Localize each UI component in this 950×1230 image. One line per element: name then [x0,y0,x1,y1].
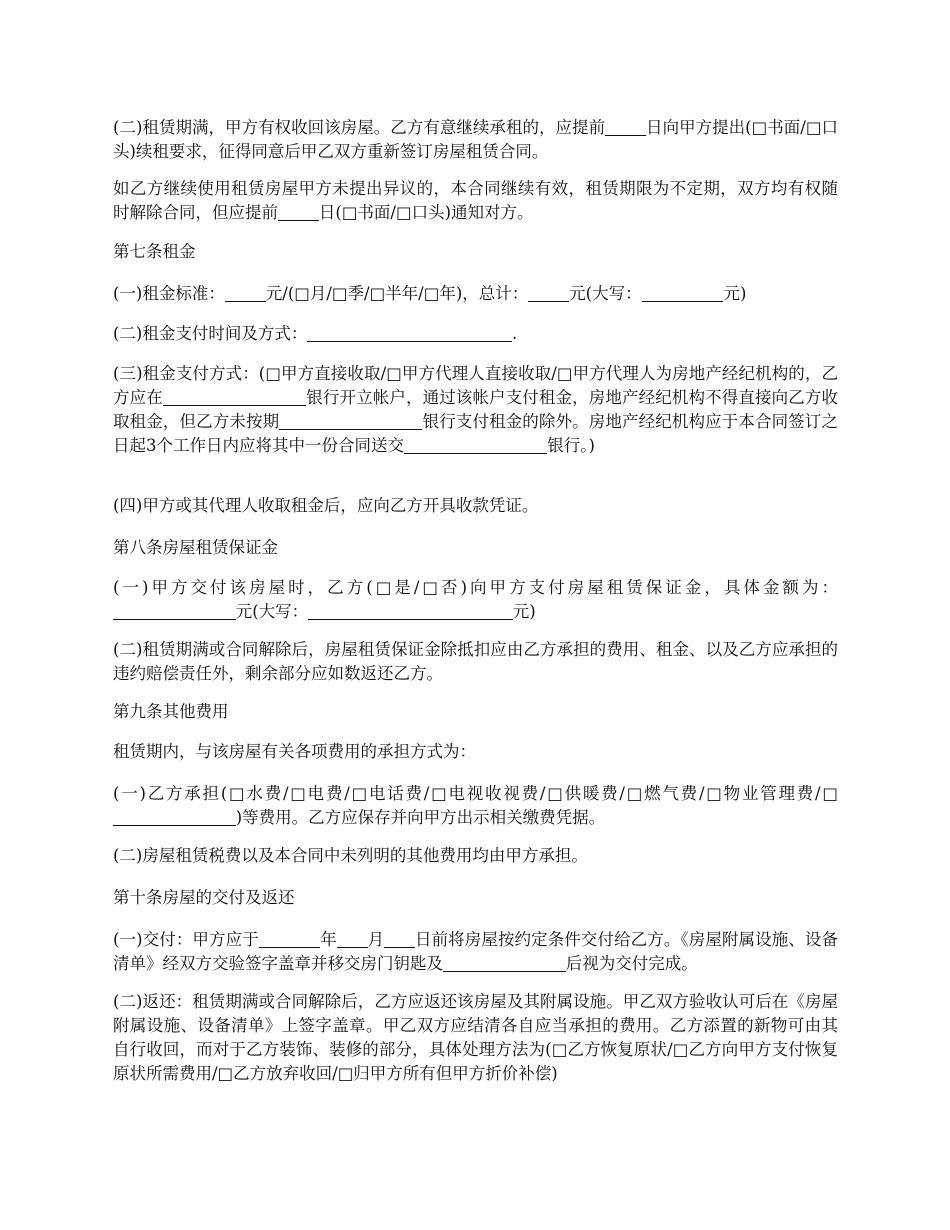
fill-in-blank [279,413,422,431]
paragraph-deposit-return: (二)租赁期满或合同解除后，房屋租赁保证金除抵扣应由乙方承担的费用、租金、以及乙方应承担的违约赔偿责任外，剩余部分应如数返还乙方。 [113,640,838,683]
paragraph-rent-standard: (一)租金标准： 元/(□月/□季/□半年/□年)，总计： 元(大写： 元) [113,284,747,303]
paragraph-rent-payment-method: (三)租金支付方式：(□甲方直接收取/□甲方代理人直接收取/□甲方代理人为房地产经纪机构的，乙方应在 银行开立帐户，通过该帐户支付租金，房地产经纪机构不得直接向乙方收取租金，但乙方未按期 银行支付租金的除外。房地产经纪机构应于本合同签订之日起3个工作日内应将其中一份合同送交 银行。) [113,364,839,455]
paragraph-tenant-fees: (一)乙方承担(□水费/□电费/□电话费/□电视收视费/□供暖费/□燃气费/□物业管理费/□)等费用。乙方应保存并向甲方出示相关缴费凭据。 [113,784,838,827]
fill-in-blank [443,955,566,973]
fill-in-blank [404,437,547,455]
fill-in-blank [528,285,569,303]
paragraph-deposit-amount: (一)甲方交付该房屋时，乙方(□是/□否)向甲方支付房屋租赁保证金，具体金额为：元(大写： 元) [113,578,838,621]
fill-in-blank [384,931,415,949]
fill-in-blank [259,931,320,949]
fill-in-blank [225,285,266,303]
paragraph-return: (二)返还：租赁期满或合同解除后，乙方应返还该房屋及其附属设施。甲乙双方验收认可后在《房屋附属设施、设备清单》上签字盖章。甲乙双方应结清各自应当承担的费用。乙方添置的新物可由其自行收回，而对于乙方装饰、装修的部分，具体处理方法为(□乙方恢复原状/□乙方向甲方支付恢复原状所需费用/□乙方放弃收回/□归甲方所有但甲方折价补偿) [113,992,838,1083]
paragraph-receipt: (四)甲方或其代理人收取租金后，应向乙方开具收款凭证。 [113,496,539,515]
paragraph-renewal: (二)租赁期满，甲方有权收回该房屋。乙方有意继续承租的，应提前 日向甲方提出(□书面/□口头)续租要求，征得同意后甲乙双方重新签订房屋租赁合同。 [113,118,838,161]
paragraph-indefinite-term: 如乙方继续使用租赁房屋甲方未提出异议的，本合同继续有效，租赁期限为不定期，双方均有权随时解除合同，但应提前 日(□书面/□口头)通知对方。 [113,179,838,222]
fill-in-blank [605,119,646,137]
heading-article-9: 第九条其他费用 [113,702,229,721]
heading-article-8: 第八条房屋租赁保证金 [113,538,278,557]
fill-in-blank [278,204,319,222]
heading-article-10: 第十条房屋的交付及返还 [113,888,295,907]
fill-in-blank [642,285,724,303]
fill-in-blank [113,603,236,621]
paragraph-delivery: (一)交付：甲方应于 年 月 日前将房屋按约定条件交付给乙方。《房屋附属设施、设备清单》经双方交验签字盖章并移交房门钥匙及 后视为交付完成。 [113,930,839,973]
paragraph-fees-intro: 租赁期内，与该房屋有关各项费用的承担方式为： [113,742,476,761]
fill-in-blank [163,389,306,407]
fill-in-blank [337,931,368,949]
fill-in-blank [113,809,236,827]
fill-in-blank [307,325,512,343]
paragraph-rent-payment-time: (二)租金支付时间及方式： . [113,324,518,343]
heading-article-7: 第七条租金 [113,242,196,261]
fill-in-blank [308,603,513,621]
paragraph-landlord-fees: (二)房屋租赁税费以及本合同中未列明的其他费用均由甲方承担。 [113,846,588,865]
